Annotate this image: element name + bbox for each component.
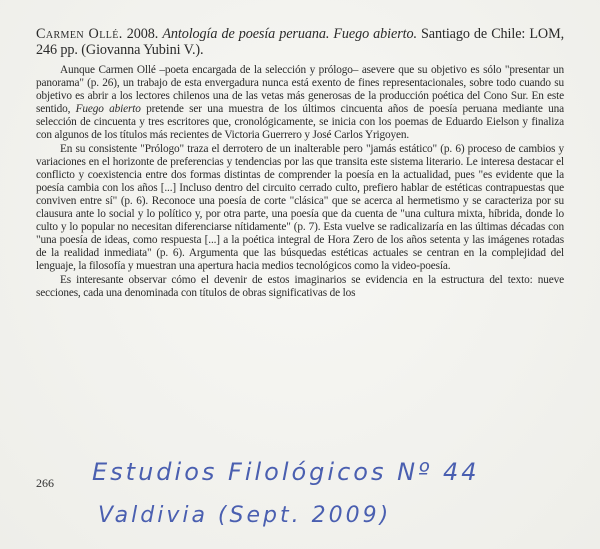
- page-number: 266: [36, 476, 54, 490]
- paragraph-segment: Es interesante observar cómo el devenir de estos imaginarios se evidencia en la estructura del texto: nueve secciones, cada una denominada con títulos de obras significativas de los: [36, 273, 564, 299]
- citation-publication: Santiago de Chile: LOM, 246 pp. (Giovanna Yubini V.).: [36, 26, 565, 58]
- handwritten-line-2: Valdivia (Sept. 2009): [98, 503, 392, 528]
- citation-year: 2008.: [126, 26, 159, 42]
- citation-title: Antología de poesía peruana. Fuego abierto.: [162, 26, 417, 42]
- paragraph-segment-italic: Fuego abierto: [75, 103, 141, 116]
- citation-author: Carmen Ollé.: [36, 26, 123, 42]
- paragraph-segment: Aunque Carmen Ollé –poeta encargada de la selección y prólogo– asevere que su objetivo es sólo "presentar un panorama" (p. 26), un trabajo de esta envergadura nunca está exento de fines representacionales, sobre todo cuando su objetivo es abrir a los lectores chilenos una de las vetas más generosas de la producción poética del Cono Sur. En este sentido,: [36, 64, 564, 116]
- handwritten-line-1: Estudios Filológicos Nº 44: [92, 458, 480, 486]
- paragraph-segment: pretende ser una muestra de los últimos cincuenta años de poesía peruana mediante una selección de cincuenta y tres escritores que, cronológicamente, se inicia con los poemas de Eduardo Eielson y finaliza con algunos de los títulos más recientes de Victoria Guerrero y José Carlos Yrigoyen.: [36, 103, 564, 142]
- paragraph-segment: En su consistente "Prólogo" traza el derrotero de un inalterable pero "jamás estático" (p. 6) proceso de cambios y variaciones en el horizonte de preferencias y tendencias por las que transita este sistema literario. Le interesa destacar el conflicto y coexistencia entre dos formas distintas de comprender la poesía en la actualidad, pues "es evidente que la poesía cambia con los años [...] Incluso dentro del circuito cerrado culto, prefiero hablar de estéticas contrapuestas que conviven entre sí" (p. 6). Reconoce una poesía de corte "clásica" que se acerca al hermetismo y se caracteriza por su clausura ante lo social y lo político y, por otra parte, una poesía que da cuenta de "una cultura mixta, híbrida, donde lo culto y lo popular no necesitan diferenciarse nítidamente" (p. 7). Esta vuelve se radicalizaría en las últimas décadas con "una poesía de ideas, como respuesta [...] a la poética integral de Hora Zero de los años setenta y las imágenes rotadas de la realidad inmediata" (p. 6). Argumenta que las búsquedas estéticas actuales se centran en la complejidad del lenguaje, la filosofía y muestran una apertura hacia medios tecnológicos como la video-poesía.: [36, 142, 564, 273]
